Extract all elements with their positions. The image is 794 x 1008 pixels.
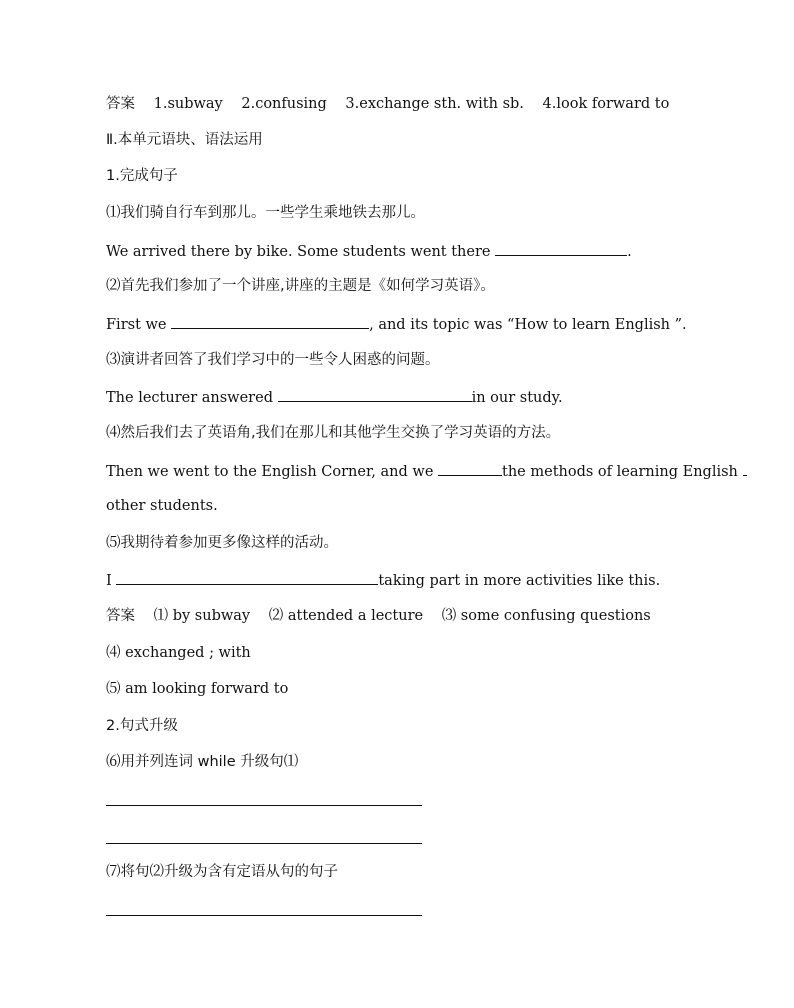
answer-item: ⑵ attended a lecture xyxy=(268,608,424,624)
answer-line-2 xyxy=(106,606,651,626)
question-text: We arrived there by bike. Some students went there xyxy=(106,244,491,260)
question-en-continued: other students. xyxy=(106,498,218,514)
question-cn: ⑴我们骑自行车到那儿。一些学生乘地铁去那儿。 xyxy=(106,205,425,221)
answer-label: 答案 xyxy=(106,608,135,624)
question-en xyxy=(106,386,563,408)
answer-item: ⑸ am looking forward to xyxy=(106,681,289,697)
answer-blank[interactable] xyxy=(278,386,472,402)
question-en xyxy=(106,240,632,262)
answer-rule[interactable] xyxy=(106,915,422,916)
question-cn: ⑵首先我们参加了一个讲座,讲座的主题是《如何学习英语》。 xyxy=(106,278,495,294)
answer-blank[interactable] xyxy=(438,460,502,476)
question-en xyxy=(106,460,747,482)
answer-item: 4.look forward to xyxy=(542,96,670,112)
answer-rule[interactable] xyxy=(106,805,422,806)
part-title: 2.句式升级 xyxy=(106,718,178,734)
answer-item: 1.subway xyxy=(153,96,223,112)
question-text: The lecturer answered xyxy=(106,390,273,406)
question-text: taking part in more activities like this. xyxy=(378,573,661,589)
answer-item: ⑷ exchanged ; with xyxy=(106,645,251,661)
question-text: in our study. xyxy=(471,390,563,406)
question-text: Then we went to the English Corner, and we xyxy=(106,464,434,480)
answer-rule[interactable] xyxy=(106,843,422,844)
question-cn: ⑺将句⑵升级为含有定语从句的句子 xyxy=(106,864,338,880)
question-en xyxy=(106,569,660,591)
question-text: the methods of learning English xyxy=(502,464,738,480)
answer-label: 答案 xyxy=(106,96,135,112)
answer-line-1 xyxy=(106,94,669,114)
question-cn: ⑹用并列连词 while 升级句⑴ xyxy=(106,754,299,770)
question-text: , and its topic was “How to learn English ”. xyxy=(369,317,687,333)
answer-blank[interactable] xyxy=(171,313,369,329)
answer-item: 3.exchange sth. with sb. xyxy=(345,96,524,112)
question-text: . xyxy=(627,244,632,260)
question-text: I xyxy=(106,573,112,589)
answer-blank[interactable] xyxy=(743,460,747,476)
question-cn: ⑶演讲者回答了我们学习中的一些令人困惑的问题。 xyxy=(106,352,440,368)
answer-item: ⑴ by subway xyxy=(153,608,251,624)
answer-item: ⑶ some confusing questions xyxy=(441,608,651,624)
question-cn: ⑸我期待着参加更多像这样的活动。 xyxy=(106,535,338,551)
question-cn: ⑷然后我们去了英语角,我们在那儿和其他学生交换了学习英语的方法。 xyxy=(106,425,561,441)
question-en xyxy=(106,313,687,335)
answer-item: 2.confusing xyxy=(241,96,327,112)
question-text: First we xyxy=(106,317,167,333)
part-title: 1.完成句子 xyxy=(106,168,178,184)
answer-blank[interactable] xyxy=(495,240,627,256)
section-title: Ⅱ.本单元语块、语法运用 xyxy=(106,132,263,148)
answer-blank[interactable] xyxy=(116,569,378,585)
